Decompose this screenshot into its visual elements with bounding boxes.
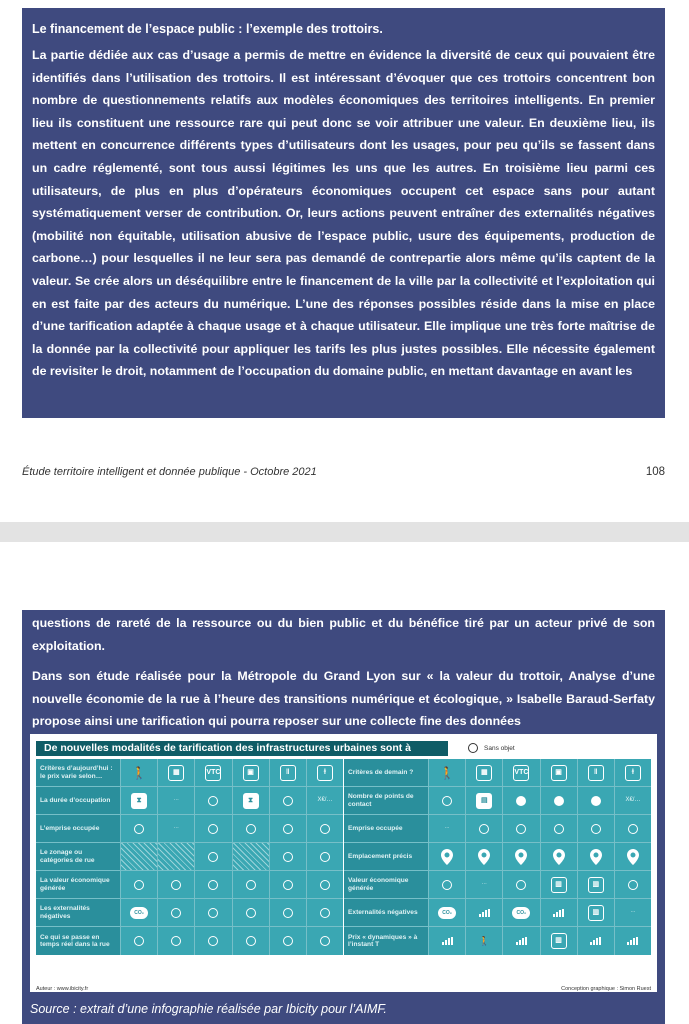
body-paragraph: La partie dédiée aux cas d’usage a permis de mettre en évidence la diversité de ceux qui pouvaient être identifiés dans l’utilisation des trottoirs. Il est intéressant d’évoquer que ces trottoirs concentrent bon nombre de questionnements relatifs aux modèles économiques des territoires intelligents. En premier lieu ils constituent une ressource rare qui peut donc se voir attribuer une valeur. En deuxième lieu, ils mettent en concurrence différents types d’utilisateurs dont les usages, pour peu qu’ils se fassent dans un cadre réglementé, sont tous aussi légitimes les uns que les autres. En troisième lieu parmi ces utilisateurs, de plus en plus d’opérateurs économiques occupent cet espace sans pour autant systématiquement verser de contribution. Or, leurs actions peuvent entraîner des externalités négatives (mobilité non équitable, utilisation abusive de l’espace public, usure des équipements, production de carbone…) pour lesquelles il ne leur sera pas demandé de contrepartie alors même qu’ils captent de la valeur. Se crée alors un déséquilibre entre le financement de la ville par la collectivité et l’exploitation qui en est faite par des acteurs du numérique. L’une des réponses possibles réside dans la mise en place d’une tarification adaptée à chaque usage et à chaque utilisateur. Elle implique une très forte maîtrise de la donnée par la collectivité pour appliquer les tarifs les plus justes possibles. Elle nécessite également de revisiter le droit, notamment de l’occupation du domaine public, en mettant davantage en avant les [32,48,655,379]
table-cell [502,871,539,898]
table-cell [194,899,231,926]
table-cell [540,927,577,955]
pedestrian-icon: 🚶 [478,936,490,946]
value-chart-icon: ▥ [551,933,567,949]
table-cell [120,759,157,786]
table-cell [194,843,231,870]
table-row [36,927,343,955]
table-cell [120,927,157,955]
location-pin-icon [590,849,602,865]
table-cell [269,759,306,786]
empty-circle-icon [171,908,181,918]
pedestrian-icon: 🚶 [439,765,455,780]
empty-circle-icon [591,824,601,834]
row-label: Prix « dynamiques » à l’instant T [344,927,428,955]
row-label: Externalités négatives [344,899,428,926]
infographic-title: De nouvelles modalités de tarification des infrastructures urbaines sont à [36,741,448,756]
page-109 [0,542,689,1024]
table-cell [540,759,577,786]
empty-circle-icon [208,824,218,834]
row-label: Emplacement précis [344,843,428,870]
table-row [344,843,651,871]
empty-circle-icon [320,852,330,862]
table-cell [269,927,306,955]
table-cell [232,927,269,955]
empty-circle-icon [320,908,330,918]
empty-circle-icon [283,796,293,806]
restaurant-icon: ‖ [588,765,604,781]
empty-circle-icon [283,824,293,834]
criteria-tomorrow [344,759,651,983]
table-cell [502,787,539,814]
table-cell [540,899,577,926]
row-label: Critères d’aujourd’hui : le prix varie selon… [36,759,120,786]
co2-cloud-icon: CO₂ [130,907,148,919]
badge-icon [591,796,601,806]
page-number: 108 [645,466,665,478]
table-cell [269,899,306,926]
empty-circle-icon [171,936,181,946]
parcel-icon: ▣ [243,765,259,781]
timer-icon: ⧗ [243,793,259,809]
table-cell [614,815,651,842]
vtc-icon: VTC [205,765,221,781]
small-note-icon: ··· [481,880,487,887]
empty-circle-icon [283,908,293,918]
body-paragraph-lyon: Dans son étude réalisée pour la Métropole du Grand Lyon sur « la valeur du trottoir, Analyse d’une nouvelle économie de la rue à l’heure des transitions numérique et écologique, » Isabelle Baraud-Serfaty propose ainsi une tarification qui pourra reposer sur une collecte fine des données [32,669,655,729]
table-cell [306,787,343,814]
table-cell [577,787,614,814]
empty-circle-icon [171,880,181,890]
market-stall-icon: ▦ [476,765,492,781]
location-pin-icon [553,849,565,865]
row-label: La durée d’occupation [36,787,120,814]
tarification-infographic [30,734,657,992]
table-cell [465,927,502,955]
badge-icon [516,796,526,806]
scooter-icon: ɫ [317,765,333,781]
empty-circle-icon [442,796,452,806]
empty-circle-icon [246,908,256,918]
row-label: Critères de demain ? [344,759,428,786]
table-row [344,759,651,787]
bar-signal-icon [627,937,638,945]
location-pin-icon [441,849,453,865]
table-cell [120,815,157,842]
table-row [36,787,343,815]
table-row [344,927,651,955]
table-row [344,787,651,815]
table-cell [577,843,614,870]
table-cell [194,759,231,786]
table-cell [577,927,614,955]
table-cell [232,787,269,814]
table-cell [232,815,269,842]
table-cell [120,899,157,926]
table-row [36,759,343,787]
empty-circle-icon [320,936,330,946]
table-cell [428,815,465,842]
empty-circle-icon [208,796,218,806]
table-cell [194,871,231,898]
criteria-today [36,759,343,983]
table-cell [120,871,157,898]
small-note-icon: ··· [444,824,450,831]
body-paragraph-continued: questions de rareté de la ressource ou du bien public et du bénéfice tiré par un acteur privé de son exploitation. [32,616,655,653]
table-cell [428,871,465,898]
table-cell [614,787,651,814]
table-cell [428,927,465,955]
table-cell [577,871,614,898]
value-chart-icon: ▥ [551,877,567,893]
empty-circle-icon [283,852,293,862]
table-cell [232,759,269,786]
table-cell [428,899,465,926]
table-cell [540,815,577,842]
table-cell [614,899,651,926]
table-cell [157,899,194,926]
value-chart-icon: ▥ [588,877,604,893]
restaurant-icon: ‖ [280,765,296,781]
empty-circle-icon [246,936,256,946]
source-caption: Source : extrait d’une infographie réalisée par Ibicity pour l’AIMF. [30,1002,387,1016]
market-stall-icon: ▦ [168,765,184,781]
legend [468,743,515,753]
table-cell [540,871,577,898]
empty-circle-icon [134,880,144,890]
badge-icon [554,796,564,806]
empty-circle-icon [468,743,478,753]
empty-circle-icon [320,880,330,890]
table-cell [428,843,465,870]
bar-signal-icon [516,937,527,945]
table-cell [157,787,194,814]
page-separator [0,522,689,542]
empty-circle-icon [442,880,452,890]
section-heading: Le financement de l’espace public : l’exemple des trottoirs. [32,22,383,36]
co2-cloud-icon: CO₂ [438,907,456,919]
row-label: Les externalités négatives [36,899,120,926]
infographic-credit: Conception graphique : Simon Ruest [561,986,651,992]
location-pin-icon [478,849,490,865]
price-label: X€/… [625,796,641,803]
table-row [36,871,343,899]
table-cell [428,787,465,814]
table-cell [157,927,194,955]
empty-circle-icon [208,880,218,890]
bar-signal-icon [442,937,453,945]
infographic-header [36,740,651,756]
table-cell [614,871,651,898]
row-label: Ce qui se passe en temps réel dans la rue [36,927,120,955]
empty-circle-icon [208,908,218,918]
empty-circle-icon [516,824,526,834]
table-cell [194,787,231,814]
text-box-financement [22,8,665,418]
table-cell [232,899,269,926]
row-label: La valeur économique générée [36,871,120,898]
row-label: Le zonage ou catégories de rue [36,843,120,870]
empty-circle-icon [246,824,256,834]
small-note-icon: ··· [630,908,636,915]
location-pin-icon [515,849,527,865]
empty-circle-icon [320,824,330,834]
empty-circle-icon [246,880,256,890]
empty-circle-icon [283,936,293,946]
empty-circle-icon [208,852,218,862]
empty-circle-icon [479,824,489,834]
scooter-icon: ɫ [625,765,641,781]
row-label: L’emprise occupée [36,815,120,842]
table-cell [232,871,269,898]
table-cell [614,927,651,955]
empty-circle-icon [134,936,144,946]
table-cell [157,759,194,786]
empty-circle-icon [554,824,564,834]
table-cell [502,927,539,955]
table-cell [465,843,502,870]
table-cell [157,815,194,842]
location-pin-icon [627,849,639,865]
footer-document-title: Étude territoire intelligent et donnée publique - Octobre 2021 [22,466,317,478]
empty-circle-icon [283,880,293,890]
table-cell [502,815,539,842]
table-cell [502,899,539,926]
timer-icon: ⧗ [131,793,147,809]
table-cell [157,871,194,898]
table-cell [577,899,614,926]
table-cell [120,787,157,814]
table-cell [465,899,502,926]
table-cell [465,787,502,814]
parcel-icon: ▣ [551,765,567,781]
map-thumbnail-icon [157,843,194,870]
table-row [344,871,651,899]
small-note-icon: ··· [173,796,179,803]
text-box-continuation [22,610,665,1024]
table-row [36,843,343,871]
table-cell [306,871,343,898]
row-label: Nombre de points de contact [344,787,428,814]
table-cell [269,843,306,870]
table-cell [614,759,651,786]
table-cell [269,787,306,814]
table-cell [306,815,343,842]
pedestrian-icon: 🚶 [131,765,147,780]
row-label: Emprise occupée [344,815,428,842]
co2-cloud-icon: CO₂ [512,907,530,919]
table-row [36,899,343,927]
map-thumbnail-icon [232,843,269,870]
table-cell [428,759,465,786]
table-row [344,899,651,927]
empty-circle-icon [628,880,638,890]
table-cell [269,871,306,898]
infographic-author: Auteur : www.ibicity.fr [36,986,89,992]
table-cell [614,843,651,870]
bar-signal-icon [553,909,564,917]
row-label: Valeur économique générée [344,871,428,898]
vtc-icon: VTC [513,765,529,781]
table-row [36,815,343,843]
empty-circle-icon [628,824,638,834]
table-cell [502,843,539,870]
table-cell [465,871,502,898]
table-row [344,815,651,843]
table-cell [306,843,343,870]
table-cell [465,815,502,842]
table-cell [577,759,614,786]
table-cell [465,759,502,786]
table-cell [502,759,539,786]
table-cell [540,787,577,814]
table-cell [577,815,614,842]
bar-signal-icon [590,937,601,945]
price-label: X€/… [317,796,333,803]
table-cell [540,843,577,870]
empty-circle-icon [516,880,526,890]
table-cell [306,759,343,786]
empty-circle-icon [208,936,218,946]
bar-signal-icon [479,909,490,917]
table-cell [194,815,231,842]
table-cell [306,899,343,926]
small-note-icon: ··· [173,824,179,831]
infographic-footer [36,986,651,992]
table-cell [194,927,231,955]
map-thumbnail-icon [120,843,157,870]
table-cell [306,927,343,955]
empty-circle-icon [134,824,144,834]
contact-points-icon: ▤ [476,793,492,809]
table-cell [269,815,306,842]
infographic-grid [36,759,651,983]
legend-label: Sans objet [484,744,515,752]
value-chart-icon: ▥ [588,905,604,921]
